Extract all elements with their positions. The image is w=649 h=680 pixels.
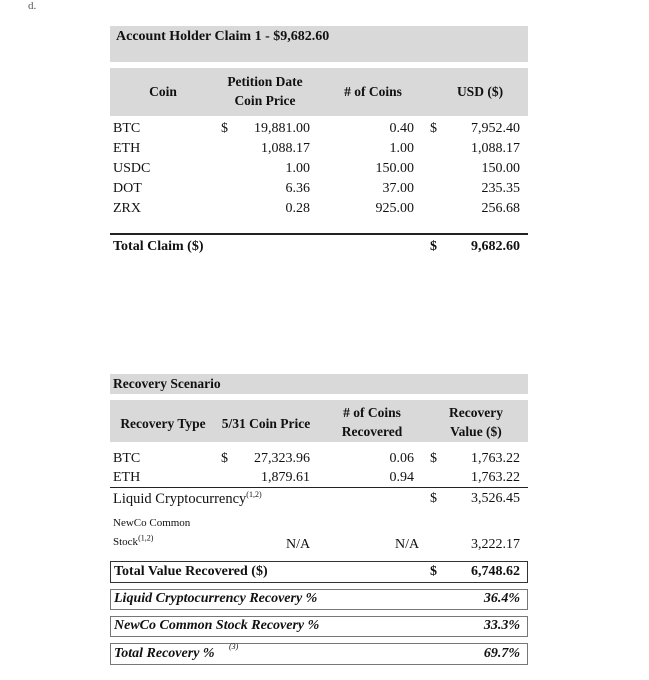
claim-row-price: 6.36 [285, 181, 310, 196]
claim-row-usd: 7,952.40 [471, 121, 520, 136]
recovery-value-dollar: $ [430, 451, 437, 466]
claim-row-coin: ZRX [113, 201, 141, 216]
recovery-row-coins: 0.94 [389, 470, 414, 485]
claim-row-coins: 1.00 [389, 141, 414, 156]
claim-row-usd: 256.68 [481, 201, 520, 216]
recovery-title: Recovery Scenario [113, 376, 221, 391]
recovery-row-coins: 0.06 [389, 451, 414, 466]
claim-price-dollar: $ [221, 121, 228, 136]
summary-value: 6,748.62 [471, 564, 520, 579]
claim-total-dollar: $ [430, 239, 437, 254]
claim-header-coins: # of Coins [344, 84, 402, 99]
recovery-row-type: ETH [113, 470, 141, 485]
recovery-row-value: 1,763.22 [471, 451, 520, 466]
recovery-header-type: Recovery Type [120, 416, 206, 431]
summary-footnote: (3) [229, 642, 239, 651]
claim-row-usd: 1,088.17 [471, 141, 520, 156]
liquid-crypto-label-text: Liquid Cryptocurrency [113, 491, 247, 507]
claim-row-price: 0.28 [285, 201, 310, 216]
liquid-crypto-label [113, 491, 262, 508]
summary-value: 33.3% [483, 618, 520, 633]
claim-row-coin: ETH [113, 141, 141, 156]
newco-coins: N/A [395, 537, 420, 552]
newco-label-line2-text: Stock [113, 536, 139, 548]
newco-price: N/A [286, 537, 311, 552]
claim-row-coins: 925.00 [375, 201, 414, 216]
claim-row-coins: 37.00 [382, 181, 414, 196]
claim-total-label: Total Claim ($) [113, 239, 204, 254]
summary-label: Liquid Cryptocurrency Recovery % [114, 591, 318, 606]
summary-label: Total Value Recovered ($) [114, 564, 268, 579]
claim-row-coins: 150.00 [375, 161, 414, 176]
recovery-row-price: 1,879.61 [261, 470, 310, 485]
liquid-crypto-value: 3,526.45 [471, 491, 520, 506]
newco-value: 3,222.17 [471, 537, 520, 552]
summary-value: 69.7% [483, 646, 520, 661]
liquid-crypto-dollar: $ [430, 491, 437, 506]
newco-label-line1: NewCo Common [113, 517, 191, 529]
claim-row-coin: DOT [113, 181, 142, 196]
claim-row-usd: 150.00 [481, 161, 520, 176]
recovery-header-value: Recovery Value ($) [449, 405, 503, 439]
liquid-crypto-footnote: (1,2) [246, 490, 262, 500]
claim-row-usd: 235.35 [481, 181, 520, 196]
claim-row-coins: 0.40 [389, 121, 414, 136]
claim-usd-dollar: $ [430, 121, 437, 136]
claim-row-coin: BTC [113, 121, 141, 136]
summary-value: 36.4% [483, 591, 520, 606]
newco-label-line2 [113, 533, 154, 548]
claim-total-value: 9,682.60 [471, 239, 520, 254]
claim-row-price: 19,881.00 [254, 121, 310, 136]
recovery-header-coins: # of Coins Recovered [341, 405, 403, 439]
claim-title: Account Holder Claim 1 - $9,682.60 [116, 29, 330, 44]
recovery-row-value: 1,763.22 [471, 470, 520, 485]
summary-dollar: $ [430, 564, 437, 579]
newco-footnote: (1,2) [138, 533, 154, 543]
claim-row-price: 1.00 [285, 161, 310, 176]
recovery-price-dollar: $ [221, 451, 228, 466]
partial-top-text: d. [28, 0, 37, 12]
claim-total-divider [110, 233, 528, 235]
claim-row-coin: USDC [113, 161, 151, 176]
summary-label: NewCo Common Stock Recovery % [114, 618, 320, 633]
eth-row-underline [110, 487, 528, 488]
claim-header-usd: USD ($) [456, 84, 504, 99]
claim-header-coin: Coin [149, 84, 177, 99]
summary-label: Total Recovery % [114, 646, 215, 661]
claim-header-price: Petition Date Coin Price [227, 74, 303, 108]
recovery-row-type: BTC [113, 451, 141, 466]
recovery-header-price: 5/31 Coin Price [221, 416, 311, 431]
claim-row-price: 1,088.17 [261, 141, 310, 156]
recovery-row-price: 27,323.96 [254, 451, 310, 466]
